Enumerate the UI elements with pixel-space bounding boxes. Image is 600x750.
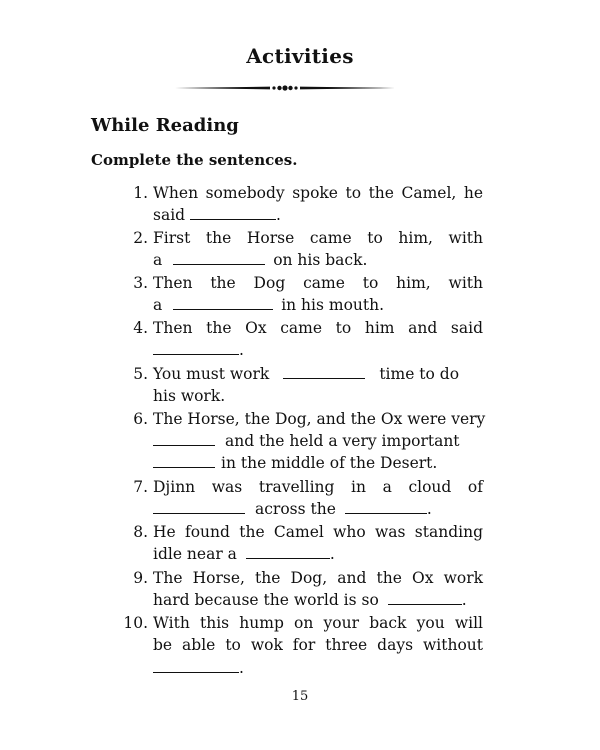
sentence-line [153,182,483,204]
sentence-line [153,363,483,385]
sentence-text: hard because the world is so [153,591,379,609]
sentence-text: The Horse, the Dog, and the Ox were very [153,410,486,428]
sentence-line [153,204,483,226]
sentence-line [153,589,483,611]
answer-blank[interactable] [153,499,245,514]
sentence-text: . [329,545,335,563]
sentence-line [153,543,483,565]
sentence-text: You must work [153,365,270,383]
sentence-line [153,317,483,339]
sentence-text: Then the Ox came to him and said [153,319,483,337]
sentence-text: . [239,659,244,677]
page-number: 15 [291,689,309,704]
item-number: 9. [133,569,148,587]
sentence-text: idle near a [153,545,237,563]
sentence-line [153,612,483,634]
sentence-text: be able to wok for three days without [153,636,483,654]
answer-blank[interactable] [173,250,265,265]
sentence-text: When somebody spoke to the Camel, he [153,184,483,202]
sentence-text: time to do [379,365,460,383]
sentence-line [153,567,483,589]
sentence-text: With this hump on your back you will [153,614,483,632]
sentence-line [153,272,483,294]
answer-blank[interactable] [153,431,215,446]
sentence-line [153,452,483,474]
item-number: 1. [133,184,148,202]
sentence-line [153,657,483,679]
item-number: 6. [133,410,148,428]
item-number: 4. [133,319,148,337]
sentence-text: The Horse, the Dog, and the Ox work [153,569,483,587]
sentence-text: Then the Dog came to him, with [153,274,483,292]
sentence-line [153,521,483,543]
item-number: 2. [133,229,148,247]
sentence-text: First the Horse came to him, with [153,229,483,247]
answer-blank[interactable] [153,658,239,673]
sentence-line [153,634,483,656]
ornament-divider-icon [175,83,395,93]
answer-blank[interactable] [388,590,462,605]
item-number: 7. [133,478,148,496]
sentence-text: a [153,251,163,269]
sentence-line [153,498,483,520]
item-number: 5. [133,365,148,383]
sentence-text: . [239,341,244,359]
instruction-text: Complete the sentences. [91,151,298,169]
sentence-text: his work. [153,387,226,405]
answer-blank[interactable] [283,364,365,379]
answer-blank[interactable] [153,340,239,355]
sentence-text: He found the Camel who was standing [153,523,483,541]
answer-blank[interactable] [153,453,215,468]
sentence-text: . [461,591,467,609]
item-number: 8. [133,523,148,541]
sentence-line [153,430,483,452]
sentence-text: a [153,296,163,314]
sentence-line [153,408,486,430]
answer-blank[interactable] [190,205,276,220]
sentence-text: said [153,206,186,224]
sentence-text: and the held a very important [225,432,460,450]
answer-blank[interactable] [173,295,273,310]
item-number: 3. [133,274,148,292]
sentence-text: across the [255,500,336,518]
sentence-text: . [276,206,281,224]
answer-blank[interactable] [246,544,330,559]
sentence-line [153,249,483,271]
sentence-line [153,339,483,361]
sentence-line [153,294,483,316]
sentence-line [153,476,483,498]
item-number: 10. [123,614,148,632]
answer-blank[interactable] [345,499,427,514]
sentence-text: on his back. [273,251,368,269]
sentence-text: . [426,500,432,518]
sentence-line [153,227,483,249]
sentence-text: Djinn was travelling in a cloud of [153,478,483,496]
page-title: Activities [246,44,354,68]
sentence-text: in the middle of the Desert. [221,454,438,472]
section-heading: While Reading [91,115,239,136]
sentence-text: in his mouth. [281,296,385,314]
sentence-line [153,385,483,407]
